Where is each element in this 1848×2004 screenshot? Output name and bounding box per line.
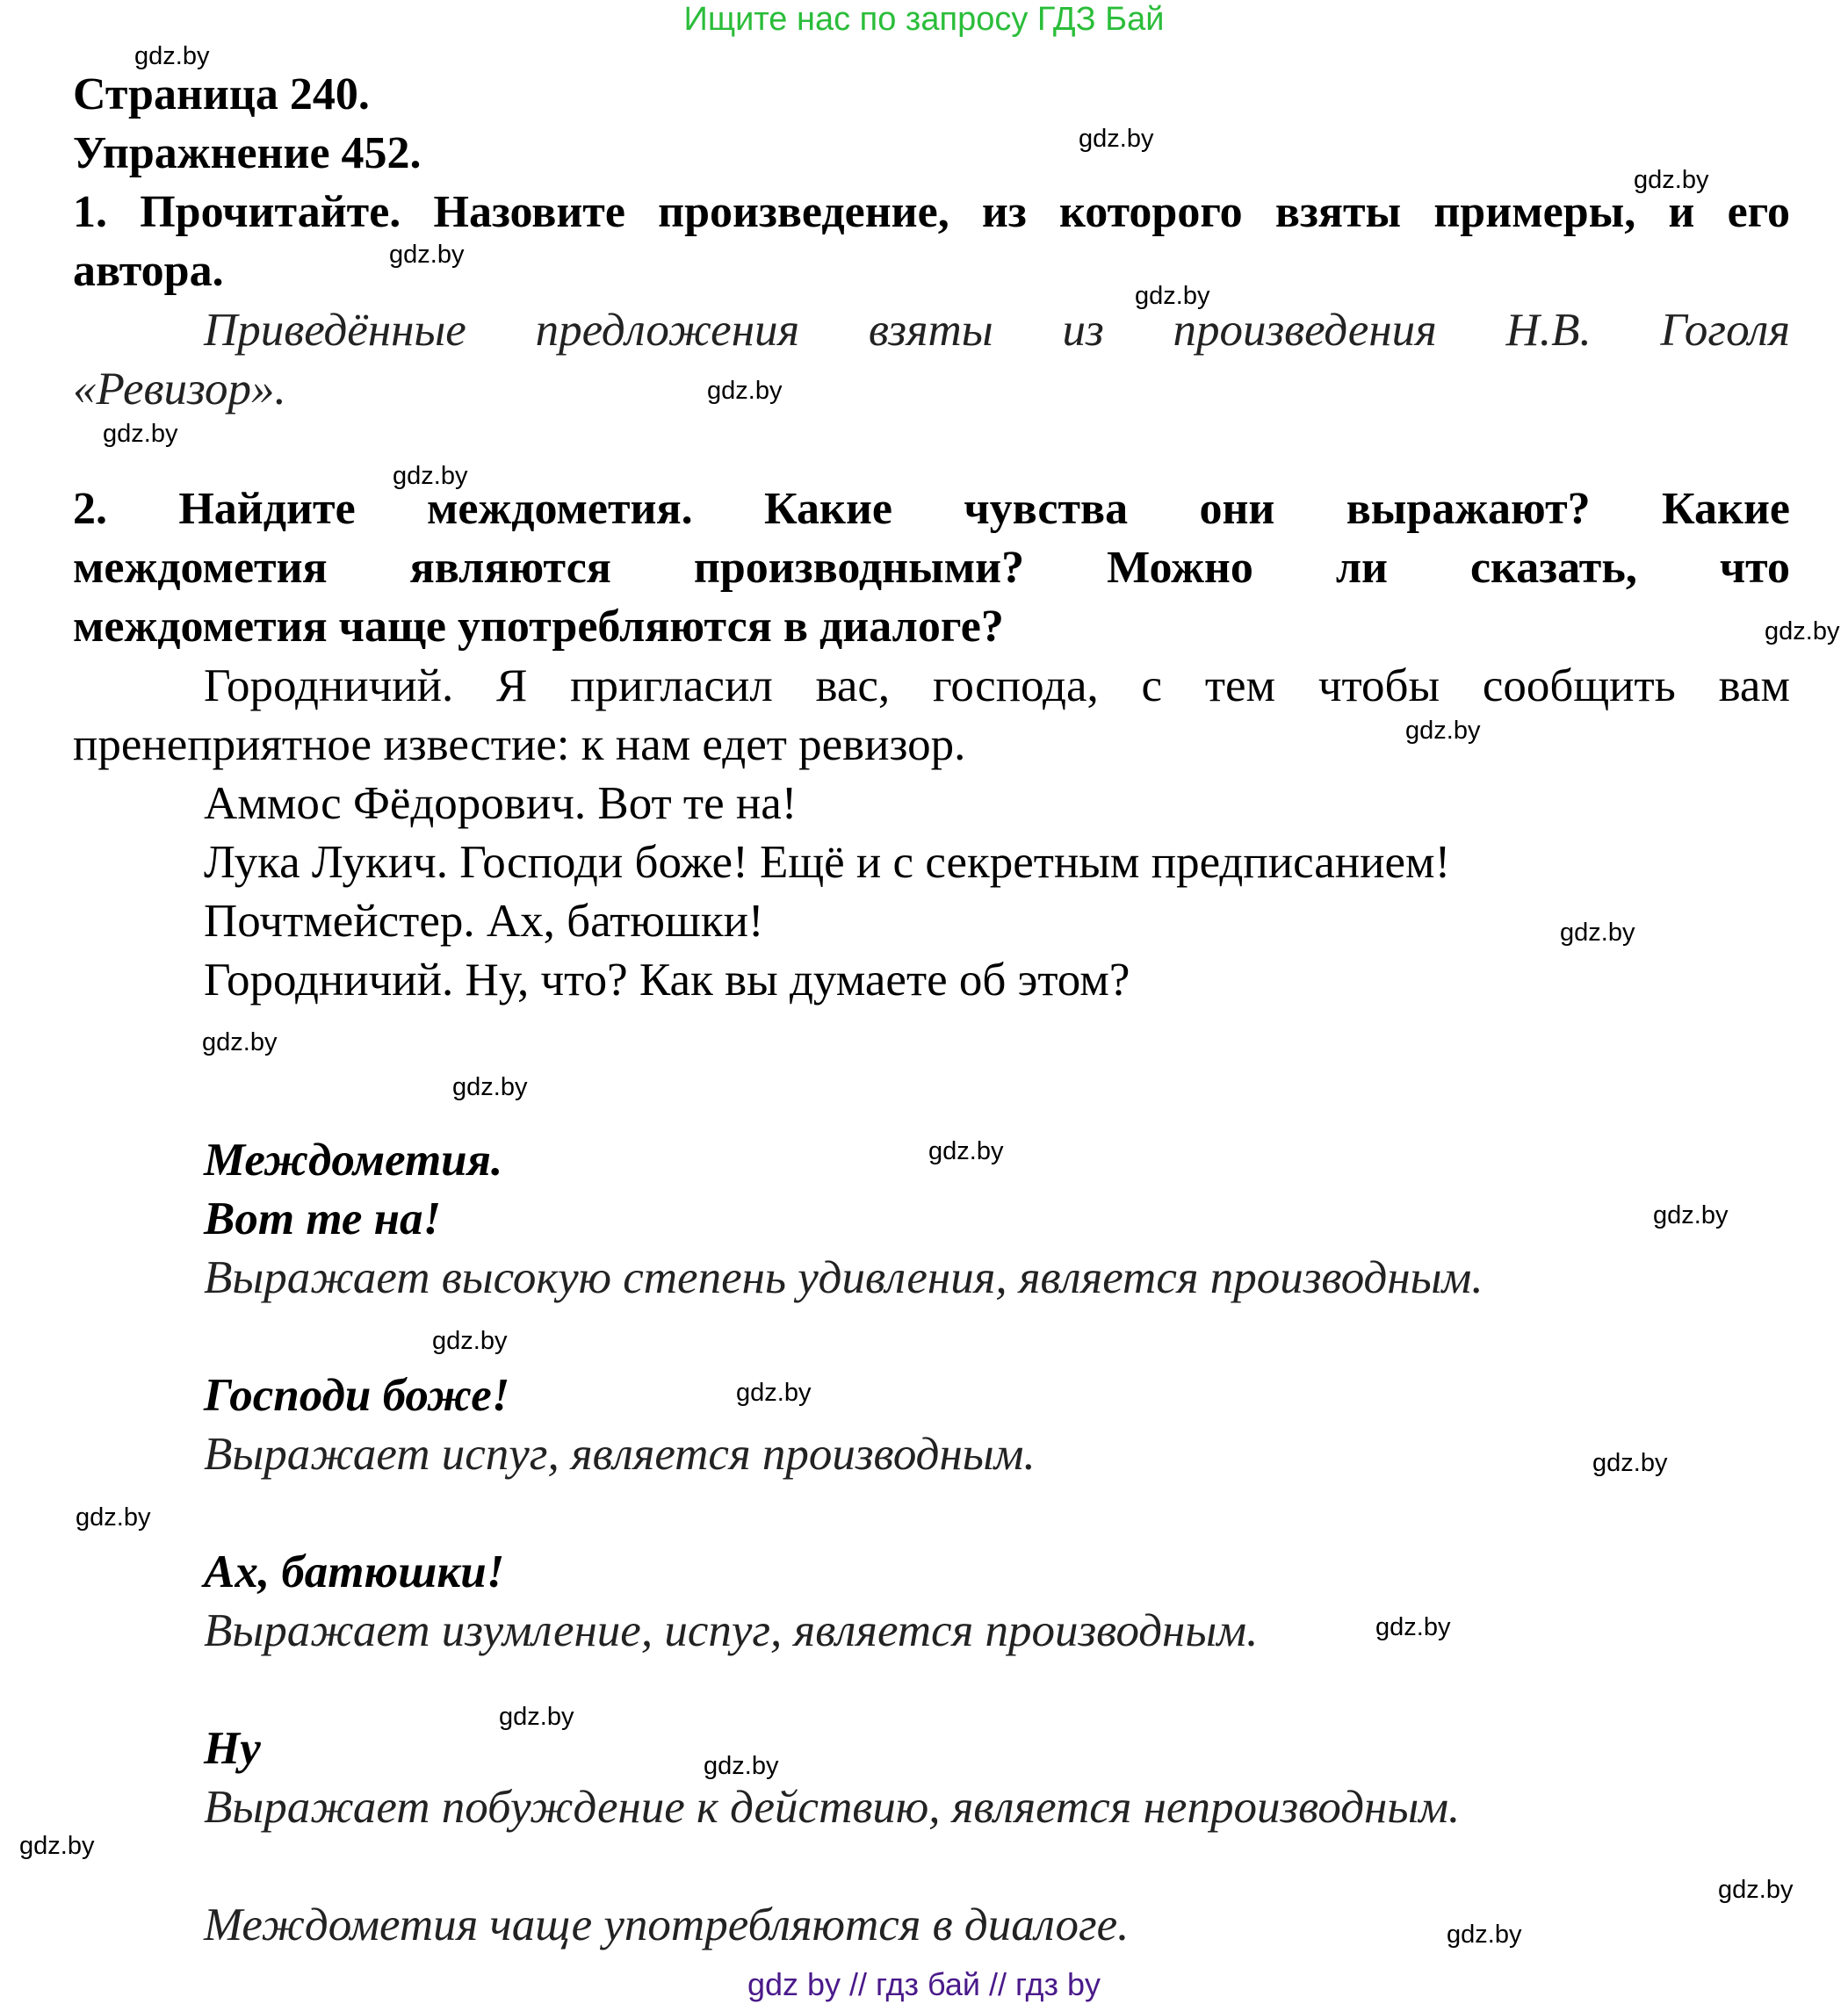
top-banner: Ищите нас по запросу ГДЗ Бай [683, 1, 1165, 38]
watermark: gdz.by [432, 1327, 508, 1355]
conclusion: Междометия чаще употребляются в диалоге. [204, 1899, 1130, 1950]
watermark: gdz.by [393, 462, 468, 490]
dialogue-line5: Почтмейстер. Ах, батюшки! [204, 896, 764, 947]
watermark: gdz.by [1765, 617, 1840, 645]
interjection-word: Ну [204, 1723, 261, 1774]
watermark: gdz.by [1375, 1613, 1451, 1641]
task2-line2: междометия являются производными? Можно ли сказать, что [73, 543, 1790, 593]
watermark: gdz.by [1653, 1201, 1729, 1229]
watermark: gdz.by [76, 1503, 151, 1532]
watermark: gdz.by [1592, 1449, 1668, 1477]
interjection-desc: Выражает изумление, испуг, является производным. [204, 1605, 1259, 1656]
dialogue-line1: Городничий. Я пригласил вас, господа, с тем чтобы сообщить вам [204, 660, 1790, 711]
watermark: gdz.by [1718, 1876, 1794, 1904]
interjection-desc: Выражает высокую степень удивления, является производным. [204, 1252, 1483, 1303]
footer-links: gdz by // гдз бай // гдз by [747, 1966, 1101, 2002]
watermark: gdz.by [704, 1752, 779, 1780]
watermark: gdz.by [103, 420, 178, 448]
task2-line3: междометия чаще употребляются в диалоге? [73, 602, 1004, 652]
watermark: gdz.by [1634, 166, 1709, 194]
watermark: gdz.by [389, 241, 465, 269]
interjection-word: Ах, батюшки! [204, 1546, 505, 1597]
interjection-desc: Выражает побуждение к действию, является непроизводным. [204, 1782, 1461, 1833]
interjection-word: Вот те на! [204, 1193, 442, 1244]
task1-answer-line2: «Ревизор». [73, 364, 286, 414]
task1-line1: 1. Прочитайте. Назовите произведение, из которого взяты примеры, и его [73, 187, 1790, 237]
page-title: Страница 240. [73, 69, 370, 119]
dialogue-line3: Аммос Фёдорович. Вот те на! [204, 778, 798, 829]
watermark: gdz.by [202, 1028, 278, 1056]
watermark: gdz.by [707, 377, 783, 405]
watermark: gdz.by [452, 1073, 528, 1101]
interjection-desc: Выражает испуг, является производным. [204, 1429, 1036, 1480]
watermark: gdz.by [1135, 282, 1210, 310]
watermark: gdz.by [499, 1703, 574, 1731]
interjection-word: Господи боже! [204, 1370, 510, 1421]
watermark: gdz.by [1405, 717, 1481, 745]
exercise-title: Упражнение 452. [73, 128, 422, 178]
watermark: gdz.by [19, 1832, 95, 1860]
watermark: gdz.by [736, 1379, 812, 1407]
answers-heading: Междометия. [204, 1135, 503, 1186]
watermark: gdz.by [1079, 125, 1154, 153]
task1-line2: автора. [73, 246, 224, 296]
task1-answer-line1: Приведённые предложения взяты из произведения Н.В. Гоголя [204, 305, 1790, 356]
watermark: gdz.by [928, 1137, 1004, 1165]
dialogue-line4: Лука Лукич. Господи боже! Ещё и с секретным предписанием! [204, 837, 1451, 888]
dialogue-line6: Городничий. Ну, что? Как вы думаете об этом? [204, 955, 1130, 1006]
watermark: gdz.by [1447, 1921, 1522, 1949]
dialogue-line2: пренеприятное известие: к нам едет ревизор. [73, 719, 966, 770]
task2-line1: 2. Найдите междометия. Какие чувства они выражают? Какие [73, 484, 1790, 534]
watermark: gdz.by [1560, 919, 1635, 947]
watermark: gdz.by [134, 42, 210, 70]
